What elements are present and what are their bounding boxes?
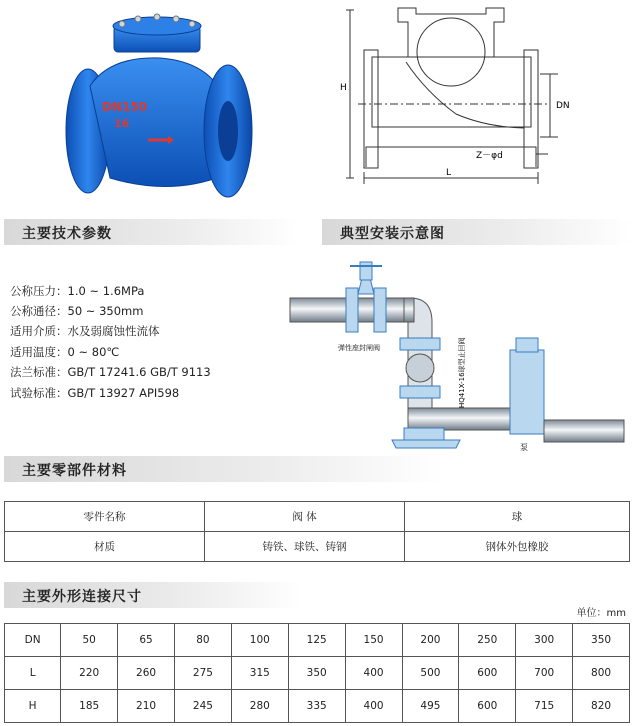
- table-row: [5, 690, 630, 723]
- table-cell: 700: [516, 657, 573, 690]
- table-cell: 600: [459, 690, 516, 723]
- table-cell: 600: [459, 657, 516, 690]
- table-cell: 715: [516, 690, 573, 723]
- table-row: [5, 657, 630, 690]
- table-cell: 245: [175, 690, 232, 723]
- dim-dn-label: DN: [556, 101, 570, 111]
- install-section-title: 典型安装示意图: [340, 226, 445, 242]
- table-cell: 材质: [5, 532, 205, 562]
- unit-label: 单位：mm: [576, 608, 626, 619]
- table-cell: 400: [345, 690, 402, 723]
- specs-section-title: 主要技术参数: [22, 226, 112, 242]
- table-cell: 185: [61, 690, 118, 723]
- table-cell: 球: [405, 502, 630, 532]
- valve-size-label: DN150: [102, 100, 148, 114]
- table-cell: 50: [61, 624, 118, 657]
- dimensions-section-header: [4, 582, 304, 608]
- materials-table: [4, 501, 630, 562]
- table-cell: DN: [5, 624, 61, 657]
- table-cell: 钢体外包橡胶: [405, 532, 630, 562]
- specs-section-header: [4, 219, 300, 245]
- table-cell: 阀 体: [205, 502, 405, 532]
- table-cell: 100: [231, 624, 288, 657]
- table-cell: 65: [118, 624, 175, 657]
- table-cell: 125: [288, 624, 345, 657]
- spec-row: 公称压力：1.0 ~ 1.6MPa: [10, 284, 145, 298]
- check-valve-label: HQ41X-16球型止回阀: [458, 337, 466, 408]
- table-cell: 800: [573, 657, 630, 690]
- dimensions-table: [4, 623, 630, 723]
- gate-valve-label: 弹性座封闸阀: [338, 344, 380, 352]
- pump-label: 泵: [520, 443, 528, 452]
- table-cell: 250: [459, 624, 516, 657]
- dim-l-label: L: [446, 168, 452, 178]
- spec-row: 试验标准：GB/T 13927 API598: [10, 386, 180, 400]
- table-cell: 400: [345, 657, 402, 690]
- table-cell: 200: [402, 624, 459, 657]
- table-cell: 495: [402, 690, 459, 723]
- table-row: [5, 532, 630, 562]
- valve-pressure-label: 16: [114, 117, 130, 130]
- dimensions-section-title: 主要外形连接尺寸: [22, 589, 142, 605]
- dim-h-label: H: [340, 83, 347, 93]
- table-cell: 80: [175, 624, 232, 657]
- table-cell: H: [5, 690, 61, 723]
- table-cell: 铸铁、球铁、铸钢: [205, 532, 405, 562]
- table-row: [5, 624, 630, 657]
- installation-diagram: [284, 258, 630, 454]
- spec-row: 公称通径：50 ~ 350mm: [10, 304, 144, 318]
- product-photo: [50, 6, 255, 202]
- technical-drawing: [336, 2, 628, 190]
- table-cell: 275: [175, 657, 232, 690]
- dim-holes-label: Z－φd: [476, 151, 503, 161]
- materials-section-title: 主要零部件材料: [22, 463, 127, 479]
- table-row: [5, 502, 630, 532]
- table-cell: 零件名称: [5, 502, 205, 532]
- table-cell: 260: [118, 657, 175, 690]
- table-cell: L: [5, 657, 61, 690]
- table-cell: 820: [573, 690, 630, 723]
- table-cell: 220: [61, 657, 118, 690]
- table-cell: 350: [288, 657, 345, 690]
- table-cell: 350: [573, 624, 630, 657]
- table-cell: 315: [231, 657, 288, 690]
- table-cell: 500: [402, 657, 459, 690]
- table-cell: 335: [288, 690, 345, 723]
- spec-row: 法兰标准：GB/T 17241.6 GB/T 9113: [10, 365, 211, 379]
- install-section-header: [322, 219, 632, 245]
- table-cell: 280: [231, 690, 288, 723]
- spec-row: 适用介质：水及弱腐蚀性流体: [10, 324, 160, 338]
- table-cell: 150: [345, 624, 402, 657]
- spec-row: 适用温度：0 ~ 80℃: [10, 345, 120, 359]
- table-cell: 210: [118, 690, 175, 723]
- materials-section-header: [4, 456, 444, 482]
- table-cell: 300: [516, 624, 573, 657]
